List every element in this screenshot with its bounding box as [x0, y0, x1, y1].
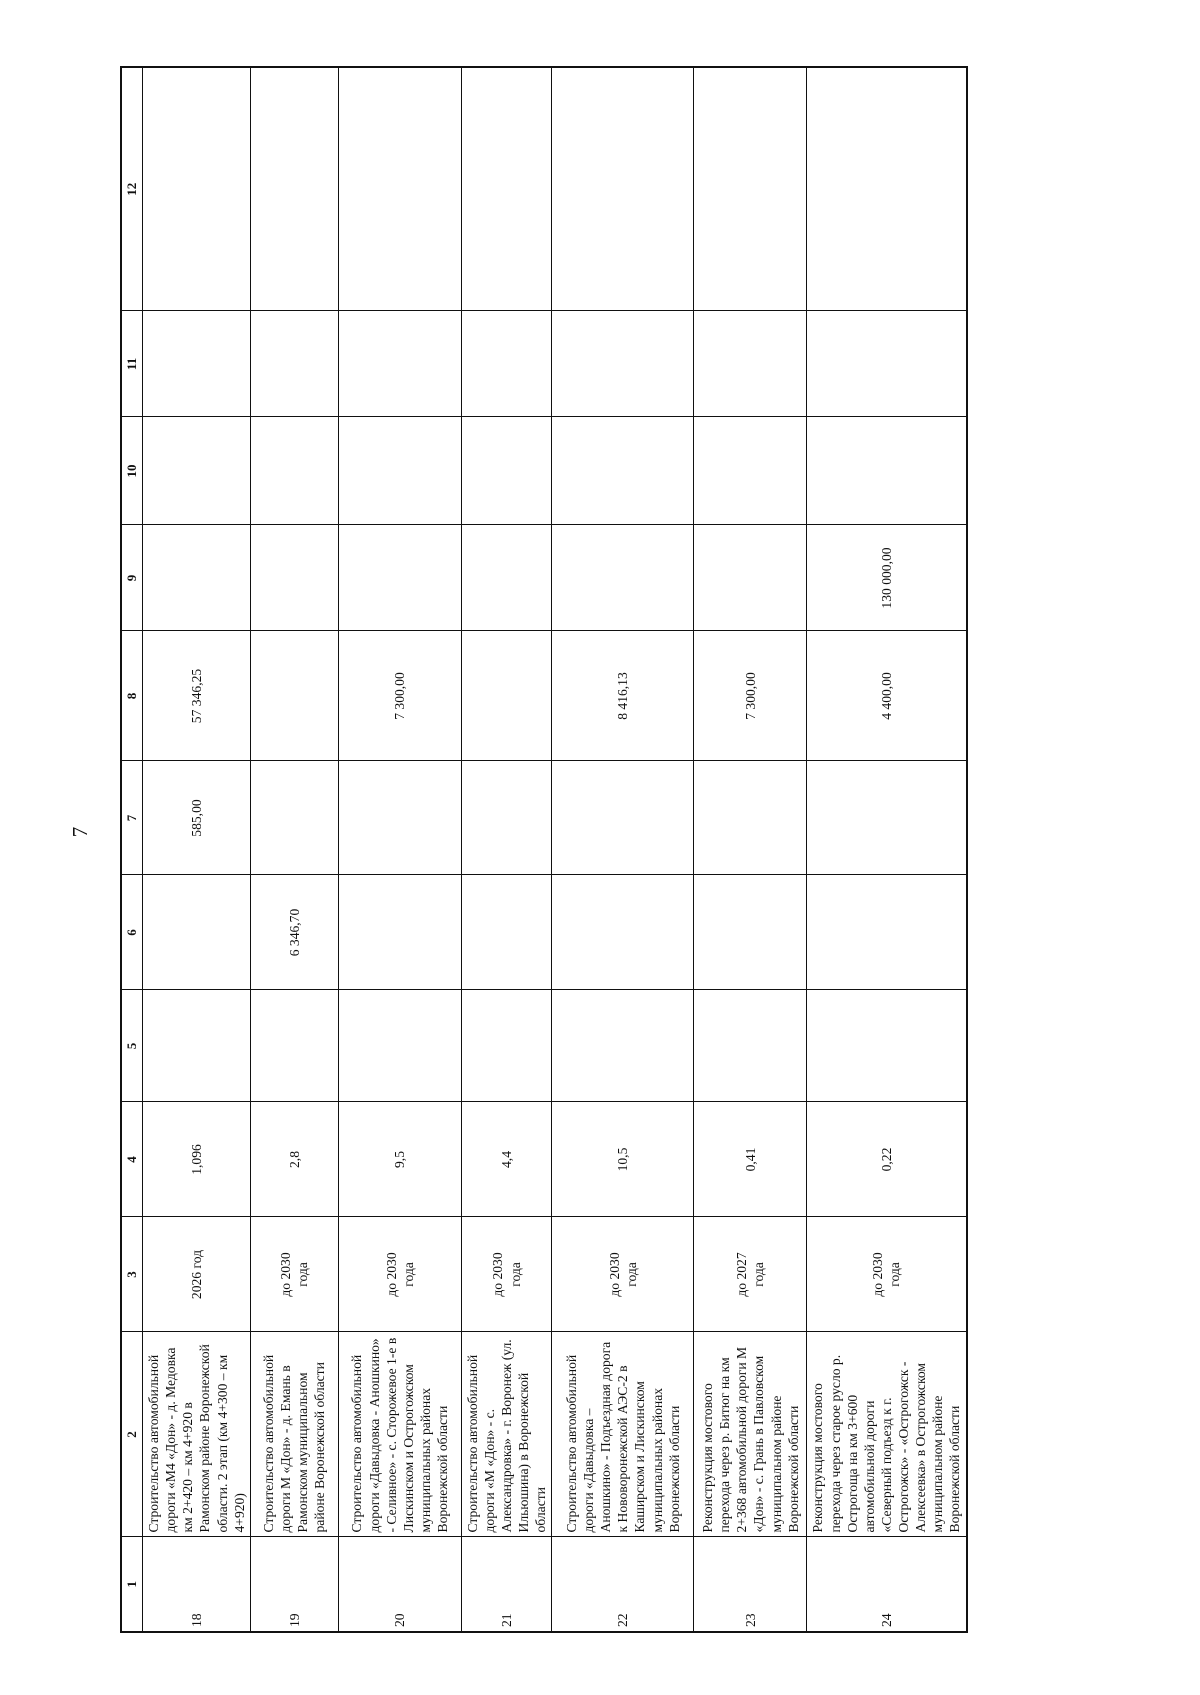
table-row	[552, 67, 694, 1632]
row-number: 21	[461, 1537, 552, 1632]
column-header-12: 12	[121, 67, 143, 311]
col7-cell	[338, 761, 461, 875]
col5-cell	[807, 990, 967, 1102]
table-row	[461, 67, 552, 1632]
column-header-11: 11	[121, 311, 143, 417]
project-name: Строительство автомобильной дороги «М4 «Дон» - д. Медовка км 2+420 – км 4+920 в Рамонском районе Воронежской области. 2 этап (км 4+300 – км 4+920)	[143, 1332, 251, 1537]
col9-cell	[461, 525, 552, 631]
col11-cell	[250, 311, 338, 417]
col9-cell	[143, 525, 251, 631]
deadline-cell: до 2030 года	[807, 1217, 967, 1332]
project-name: Строительство автомобильной дороги «Давыдовка – Аношкино» - Подъездная дорога к Нововоронежской АЭС-2 в Каширском и Лискинском муниципальных районах Воронежской области	[552, 1332, 694, 1537]
col8-cell: 7 300,00	[694, 631, 807, 761]
table-row	[250, 67, 338, 1632]
col9-cell	[250, 525, 338, 631]
column-header-9: 9	[121, 525, 143, 631]
col10-cell	[338, 417, 461, 525]
deadline-cell: до 2030 года	[250, 1217, 338, 1332]
col10-cell	[143, 417, 251, 525]
col11-cell	[807, 311, 967, 417]
row-number: 22	[552, 1537, 694, 1632]
row-number: 24	[807, 1537, 967, 1632]
col12-cell	[807, 67, 967, 311]
col10-cell	[461, 417, 552, 525]
col6-cell	[807, 875, 967, 990]
table-row	[338, 67, 461, 1632]
table-row	[694, 67, 807, 1632]
length-cell: 0,22	[807, 1102, 967, 1217]
deadline-cell: до 2030 года	[552, 1217, 694, 1332]
col7-cell	[807, 761, 967, 875]
table-body	[143, 67, 967, 1632]
col5-cell	[143, 990, 251, 1102]
col6-cell	[552, 875, 694, 990]
col6-cell	[694, 875, 807, 990]
deadline-cell: 2026 год	[143, 1217, 251, 1332]
col8-cell: 4 400,00	[807, 631, 967, 761]
col9-cell	[338, 525, 461, 631]
column-header-6: 6	[121, 875, 143, 990]
col10-cell	[250, 417, 338, 525]
table-row	[143, 67, 251, 1632]
col11-cell	[694, 311, 807, 417]
length-cell: 1,096	[143, 1102, 251, 1217]
length-cell: 9,5	[338, 1102, 461, 1217]
deadline-cell: до 2030 года	[461, 1217, 552, 1332]
deadline-cell: до 2027 года	[694, 1217, 807, 1332]
length-cell: 2,8	[250, 1102, 338, 1217]
col6-cell	[461, 875, 552, 990]
col6-cell	[143, 875, 251, 990]
rotated-table-area	[120, 68, 1022, 1633]
col5-cell	[461, 990, 552, 1102]
col5-cell	[694, 990, 807, 1102]
deadline-cell: до 2030 года	[338, 1217, 461, 1332]
col6-cell: 6 346,70	[250, 875, 338, 990]
row-number: 18	[143, 1537, 251, 1632]
col10-cell	[552, 417, 694, 525]
col12-cell	[338, 67, 461, 311]
length-cell: 10,5	[552, 1102, 694, 1217]
col12-cell	[552, 67, 694, 311]
page-number: 7	[67, 826, 92, 838]
col5-cell	[338, 990, 461, 1102]
col8-cell	[461, 631, 552, 761]
col10-cell	[807, 417, 967, 525]
col12-cell	[143, 67, 251, 311]
col11-cell	[461, 311, 552, 417]
col11-cell	[143, 311, 251, 417]
column-header-8: 8	[121, 631, 143, 761]
project-name: Реконструкция мостового перехода через р. Битюг на км 2+368 автомобильной дороги М «Дон» - с. Грань в Павловском муниципальном районе Воронежской области	[694, 1332, 807, 1537]
col9-cell	[694, 525, 807, 631]
col9-cell: 130 000,00	[807, 525, 967, 631]
col7-cell	[461, 761, 552, 875]
data-table	[120, 66, 968, 1633]
col5-cell	[250, 990, 338, 1102]
col9-cell	[552, 525, 694, 631]
col7-cell	[552, 761, 694, 875]
project-name: Реконструкция мостового перехода через старое русло р. Острогоща на км 3+600 автомобильной дороги «Северный подъезд к г. Острогожск» - «Острогожск - Алексеевка» в Острогожском муниципальном районе Воронежской области	[807, 1332, 967, 1537]
col8-cell	[250, 631, 338, 761]
col12-cell	[250, 67, 338, 311]
col12-cell	[461, 67, 552, 311]
row-number: 19	[250, 1537, 338, 1632]
col10-cell	[694, 417, 807, 525]
column-header-2: 2	[121, 1332, 143, 1537]
col6-cell	[338, 875, 461, 990]
col11-cell	[552, 311, 694, 417]
col8-cell: 7 300,00	[338, 631, 461, 761]
project-name: Строительство автомобильной дороги «М «Дон» - с. Александровка» - г. Воронеж (ул. Ильюшина) в Воронежской области	[461, 1332, 552, 1537]
table-header-row	[121, 67, 143, 1632]
row-number: 23	[694, 1537, 807, 1632]
column-header-1: 1	[121, 1537, 143, 1632]
column-header-10: 10	[121, 417, 143, 525]
project-name: Строительство автомобильной дороги «Давыдовка - Аношкино» - Селивное» - с. Сторожевое 1-е в Лискинском и Острогожском муниципальных районах Воронежской области	[338, 1332, 461, 1537]
column-header-3: 3	[121, 1217, 143, 1332]
column-header-7: 7	[121, 761, 143, 875]
row-number: 20	[338, 1537, 461, 1632]
col5-cell	[552, 990, 694, 1102]
table-row	[807, 67, 967, 1632]
col11-cell	[338, 311, 461, 417]
col7-cell: 585,00	[143, 761, 251, 875]
col12-cell	[694, 67, 807, 311]
length-cell: 4,4	[461, 1102, 552, 1217]
column-header-4: 4	[121, 1102, 143, 1217]
col8-cell: 57 346,25	[143, 631, 251, 761]
col7-cell	[250, 761, 338, 875]
length-cell: 0,41	[694, 1102, 807, 1217]
col8-cell: 8 416,13	[552, 631, 694, 761]
column-header-5: 5	[121, 990, 143, 1102]
col7-cell	[694, 761, 807, 875]
project-name: Строительство автомобильной дороги М «Дон» - д. Емань в Рамонском муниципальном районе Воронежской области	[250, 1332, 338, 1537]
